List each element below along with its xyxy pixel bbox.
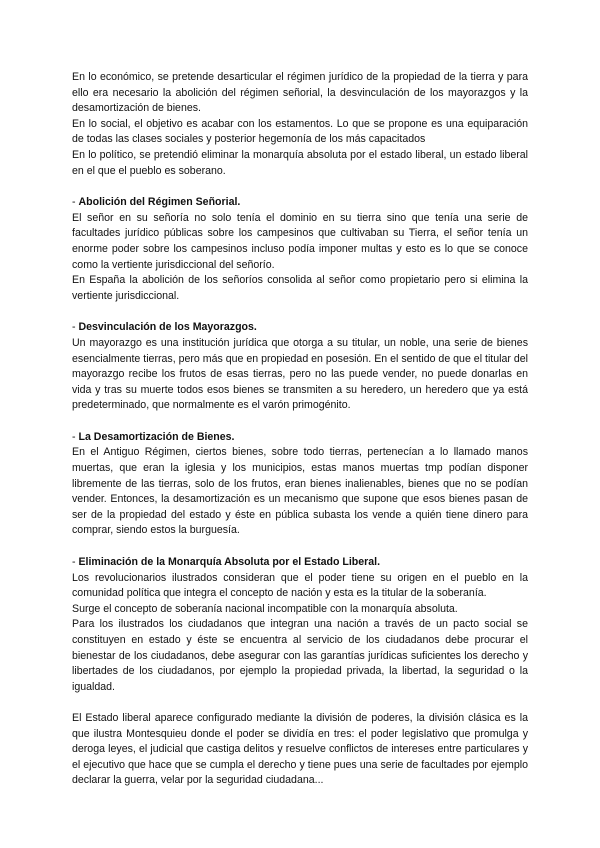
section-paragraph: El señor en su señoría no solo tenía el dominio en su tierra sino que tenía una serie de facultades jurídico públicas sobre los campesinos que cultivaban su Tierra, el señor tenía un enorme poder sobre los campesinos incluso podía imponer multas y esto es lo que se conoce como la vertiente jurisdiccional del señorío.	[72, 211, 528, 271]
section-heading: - Abolición del Régimen Señorial.	[72, 196, 241, 209]
section-abolicion	[72, 195, 528, 304]
intro-block	[72, 70, 528, 179]
section-title: Abolición del Régimen Señorial.	[78, 196, 241, 209]
section-paragraph: El Estado liberal aparece configurado mediante la división de poderes, la división clásica es la que ilustra Montesquieu donde el poder se dividía en tres: el poder legislativo que promulga y deroga leyes, el judicial que castiga delitos y resuelve conflictos de intereses entre particulares y el ejecutivo que hace que se cumpla el derecho y tiene pues una serie de facultades por ejemplo declarar la guerra, velar por la seguridad ciudadana...	[72, 711, 528, 787]
section-paragraph: Surge el concepto de soberanía nacional incompatible con la monarquía absoluta.	[72, 602, 458, 615]
section-heading: - La Desamortización de Bienes.	[72, 430, 235, 443]
section-paragraph: Los revolucionarios ilustrados consideran que el poder tiene su origen en el pueblo en la comunidad política que integra el concepto de nación y esta es la titular de la soberanía.	[72, 571, 528, 600]
section-heading: - Desvinculación de los Mayorazgos.	[72, 321, 257, 334]
section-title: Eliminación de la Monarquía Absoluta por el Estado Liberal.	[78, 556, 381, 569]
section-mayorazgos	[72, 320, 528, 414]
section-paragraph: En el Antiguo Régimen, ciertos bienes, sobre todo tierras, pertenecían a lo llamado manos muertas, que eran la iglesia y los municipios, estas manos muertas tmp podían disponer libremente de las tierras, solo de los frutos, eran bienes inalienables, bienes que no se podían vender. Entonces, la desamortización es un mecanismo que supone que esos bienes pasan de ser de la propiedad del estado y éste en pública subasta los vende a quién tiene dinero para comprar, siendo estos la burguesía.	[72, 446, 528, 537]
blank-line	[72, 695, 528, 711]
section-heading: - Eliminación de la Monarquía Absoluta por el Estado Liberal.	[72, 556, 381, 569]
section-title: Desvinculación de los Mayorazgos.	[78, 321, 257, 334]
section-desamortizacion	[72, 430, 528, 539]
section-paragraph: Para los ilustrados los ciudadanos que integran una nación a través de un pacto social se constituyen en estado y éste se encuentra al servicio de los ciudadanos debe procurar el bienestar de los ciudadanos, debe asegurar con las garantías jurídicas suficientes los derecho y libertades de los ciudadanos, por ejemplo la propiedad privada, la libertad, la seguridad o la igualdad.	[72, 618, 528, 693]
section-paragraph: En España la abolición de los señoríos consolida al señor como propietario pero si elimina la vertiente jurisdiccional.	[72, 274, 528, 302]
section-paragraph: Un mayorazgo es una institución jurídica que otorga a su titular, un noble, una serie de bienes esencialmente tierras, pero más que en propiedad en posesión. En el sentido de que el titular del mayorazgo recibe los frutos de esas tierras, pero no las puede vender, no puede donarlas en vida y tras su muerte todos esos bienes se transmiten a su heredero, un heredero que ya está predeterminado, que normalmente es el varón primogénito.	[72, 336, 528, 412]
section-estado-liberal	[72, 555, 528, 789]
intro-paragraph-political: En lo político, se pretendió eliminar la monarquía absoluta por el estado liberal, un estado liberal en el que el pueblo es soberano.	[72, 148, 528, 177]
section-title: La Desamortización de Bienes.	[78, 430, 235, 443]
intro-paragraph-social: En lo social, el objetivo es acabar con los estamentos. Lo que se propone es una equiparación de todas las clases sociales y posterior hegemonía de los más capacitados	[72, 117, 528, 146]
intro-paragraph-economic: En lo económico, se pretende desarticular el régimen jurídico de la propiedad de la tierra y para ello era necesario la abolición del régimen señorial, la desvinculación de los mayorazgos y la desamortización de bienes.	[72, 71, 528, 115]
